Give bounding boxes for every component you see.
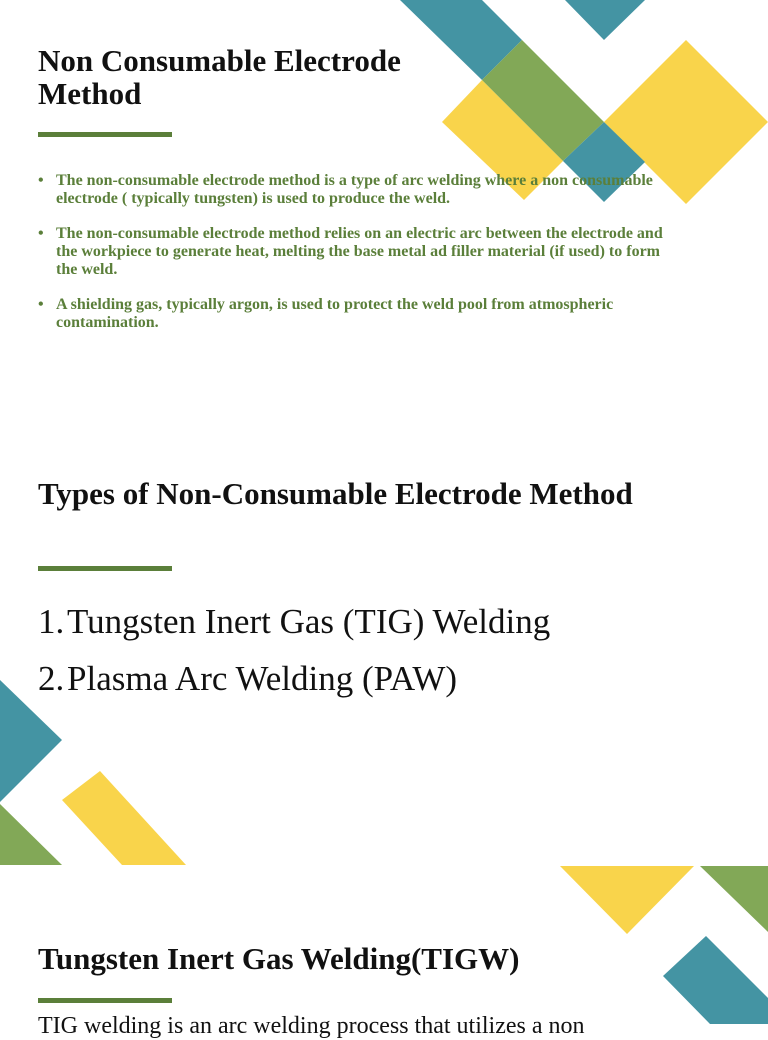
- bullet-list: [38, 172, 678, 349]
- teal-band-bottom-right: [663, 936, 768, 1024]
- green-triangle-left: [0, 804, 62, 865]
- slide-2: [0, 433, 768, 865]
- slide-title: Tungsten Inert Gas Welding(TIGW): [38, 941, 520, 976]
- body-text: TIG welding is an arc welding process that utilizes a non: [38, 1013, 585, 1039]
- title-underline: [38, 132, 172, 137]
- green-band-top-right: [700, 866, 768, 932]
- numbered-list: [38, 601, 678, 715]
- list-number: 1.: [38, 602, 65, 641]
- bullet-dot: •: [38, 296, 44, 313]
- list-item: 1. Tungsten Inert Gas (TIG) Welding: [38, 602, 551, 641]
- slide-3: [0, 866, 768, 1039]
- slide-title: Types of Non-Consumable Electrode Method: [38, 476, 633, 511]
- bullet-item: • The non-consumable electrode method relies on an electric arc between the electrode and the workpiece to generate heat, melting the base metal ad filler material (if used) to form the weld.: [38, 225, 663, 278]
- bullet-item: • A shielding gas, typically argon, is used to protect the weld pool from atmospheric contamination.: [38, 296, 614, 331]
- title-underline: [38, 566, 172, 571]
- teal-triangle-top-right: [565, 0, 645, 40]
- yellow-band-left: [62, 771, 186, 865]
- bullet-dot: •: [38, 225, 44, 242]
- slide-1: [0, 0, 768, 432]
- bullet-item: • The non-consumable electrode method is a type of arc welding where a non consumable electrode ( typically tungsten) is used to produce the weld.: [38, 172, 653, 207]
- bullet-dot: •: [38, 172, 44, 189]
- list-number: 2.: [38, 659, 65, 698]
- list-item: 2. Plasma Arc Welding (PAW): [38, 659, 458, 698]
- title-underline: [38, 998, 172, 1003]
- slide-title: Non Consumable Electrode Method: [38, 43, 401, 111]
- yellow-triangle-top: [560, 866, 694, 934]
